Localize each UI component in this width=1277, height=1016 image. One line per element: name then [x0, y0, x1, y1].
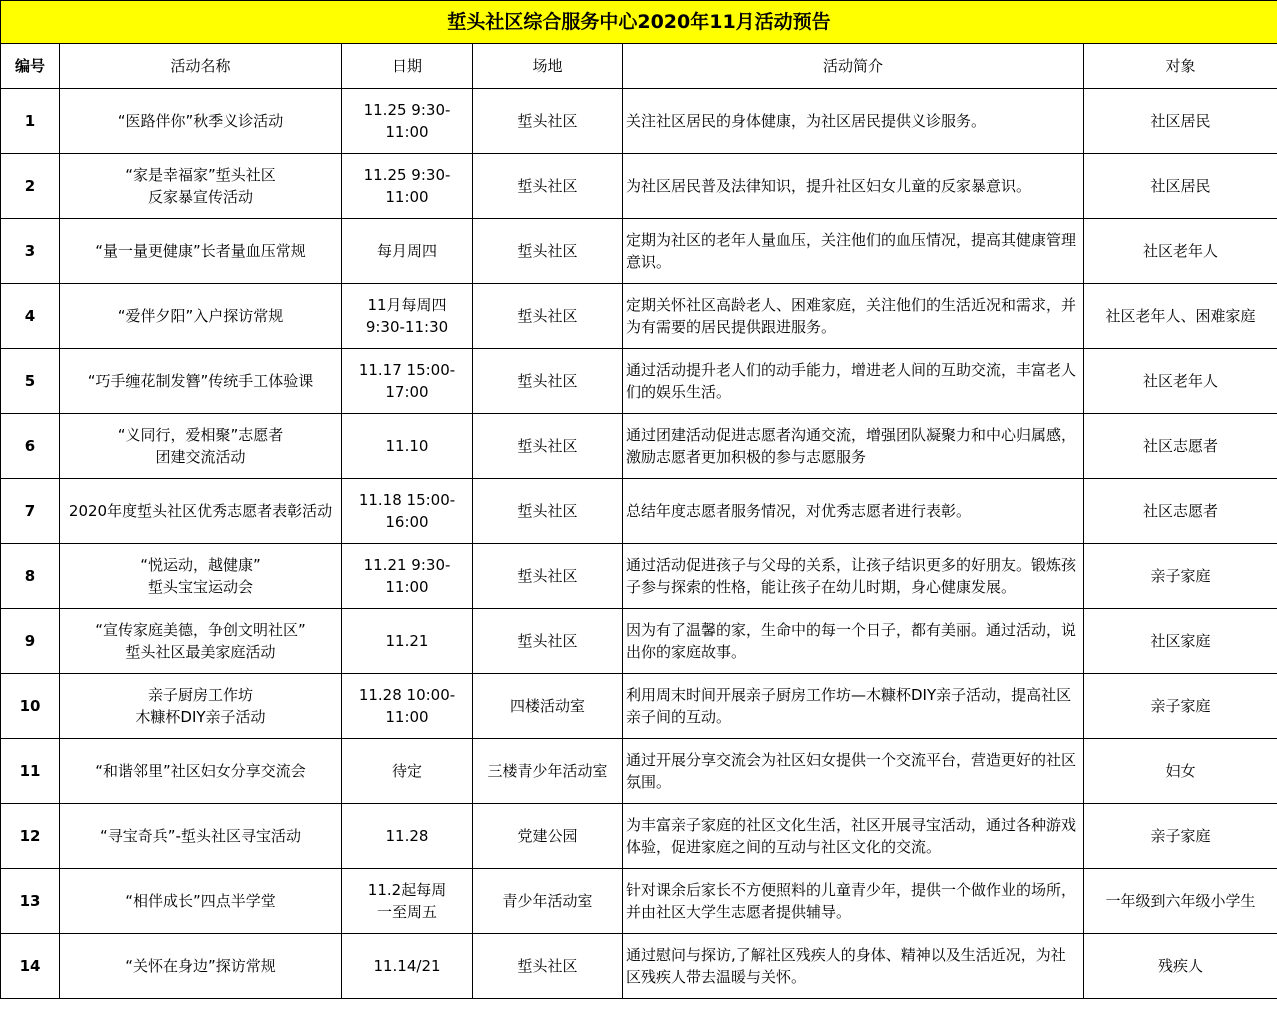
- table-row: [1, 89, 1277, 154]
- table-row: [1, 869, 1277, 934]
- cell-desc: 通过团建活动促进志愿者沟通交流，增强团队凝聚力和中心归属感，激励志愿者更加积极的参与志愿服务: [623, 414, 1084, 479]
- cell-no: 7: [1, 479, 60, 544]
- cell-target: 妇女: [1084, 739, 1277, 804]
- cell-date: 11.17 15:00- 17:00: [342, 349, 473, 414]
- table-row: [1, 544, 1277, 609]
- cell-name: “相伴成长”四点半学堂: [60, 869, 342, 934]
- cell-no: 8: [1, 544, 60, 609]
- cell-venue: 三楼青少年活动室: [473, 739, 623, 804]
- cell-name: 2020年度埑头社区优秀志愿者表彰活动: [60, 479, 342, 544]
- cell-desc: 通过活动提升老人们的动手能力，增进老人间的互助交流，丰富老人们的娱乐生活。: [623, 349, 1084, 414]
- cell-target: 社区老年人: [1084, 219, 1277, 284]
- cell-target: 亲子家庭: [1084, 674, 1277, 739]
- cell-no: 11: [1, 739, 60, 804]
- cell-desc: 关注社区居民的身体健康，为社区居民提供义诊服务。: [623, 89, 1084, 154]
- cell-desc: 针对课余后家长不方便照料的儿童青少年，提供一个做作业的场所，并由社区大学生志愿者提供辅导。: [623, 869, 1084, 934]
- cell-desc: 通过慰问与探访,了解社区残疾人的身体、精神以及生活近况，为社区残疾人带去温暖与关怀。: [623, 934, 1084, 999]
- table-row: [1, 934, 1277, 999]
- cell-date: 11.10: [342, 414, 473, 479]
- cell-no: 3: [1, 219, 60, 284]
- cell-no: 5: [1, 349, 60, 414]
- cell-date: 每月周四: [342, 219, 473, 284]
- cell-target: 残疾人: [1084, 934, 1277, 999]
- cell-desc: 因为有了温馨的家，生命中的每一个日子，都有美丽。通过活动，说出你的家庭故事。: [623, 609, 1084, 674]
- header-date: 日期: [342, 44, 473, 89]
- cell-name: “爱伴夕阳”入户探访常规: [60, 284, 342, 349]
- cell-name: “义同行，爱相聚”志愿者 团建交流活动: [60, 414, 342, 479]
- header-no: 编号: [1, 44, 60, 89]
- cell-no: 9: [1, 609, 60, 674]
- title-row: [1, 1, 1277, 44]
- cell-venue: 埑头社区: [473, 284, 623, 349]
- table-title: 埑头社区综合服务中心2020年11月活动预告: [1, 1, 1277, 44]
- cell-date: 11.14/21: [342, 934, 473, 999]
- cell-name: “巧手缠花制发簪”传统手工体验课: [60, 349, 342, 414]
- cell-desc: 为丰富亲子家庭的社区文化生活，社区开展寻宝活动，通过各种游戏体验，促进家庭之间的互动与社区文化的交流。: [623, 804, 1084, 869]
- cell-no: 4: [1, 284, 60, 349]
- cell-desc: 利用周末时间开展亲子厨房工作坊—木糠杯DIY亲子活动，提高社区亲子间的互动。: [623, 674, 1084, 739]
- cell-date: 11月每周四 9:30-11:30: [342, 284, 473, 349]
- cell-date: 待定: [342, 739, 473, 804]
- header-name: 活动名称: [60, 44, 342, 89]
- cell-venue: 埑头社区: [473, 154, 623, 219]
- cell-desc: 通过活动促进孩子与父母的关系，让孩子结识更多的好朋友。锻炼孩子参与探索的性格，能让孩子在幼儿时期，身心健康发展。: [623, 544, 1084, 609]
- cell-venue: 埑头社区: [473, 609, 623, 674]
- table-row: [1, 804, 1277, 869]
- cell-date: 11.18 15:00- 16:00: [342, 479, 473, 544]
- table-row: [1, 219, 1277, 284]
- cell-date: 11.21: [342, 609, 473, 674]
- cell-target: 社区居民: [1084, 89, 1277, 154]
- cell-no: 10: [1, 674, 60, 739]
- cell-target: 社区志愿者: [1084, 479, 1277, 544]
- cell-date: 11.28 10:00- 11:00: [342, 674, 473, 739]
- cell-name: “宣传家庭美德，争创文明社区” 埑头社区最美家庭活动: [60, 609, 342, 674]
- cell-desc: 为社区居民普及法律知识，提升社区妇女儿童的反家暴意识。: [623, 154, 1084, 219]
- cell-name: “量一量更健康”长者量血压常规: [60, 219, 342, 284]
- cell-no: 13: [1, 869, 60, 934]
- table-row: [1, 609, 1277, 674]
- cell-target: 一年级到六年级小学生: [1084, 869, 1277, 934]
- table-row: [1, 284, 1277, 349]
- table-row: [1, 349, 1277, 414]
- cell-venue: 青少年活动室: [473, 869, 623, 934]
- header-row: [1, 44, 1277, 89]
- cell-venue: 埑头社区: [473, 219, 623, 284]
- table-row: [1, 674, 1277, 739]
- cell-target: 社区居民: [1084, 154, 1277, 219]
- cell-desc: 通过开展分享交流会为社区妇女提供一个交流平台，营造更好的社区氛围。: [623, 739, 1084, 804]
- cell-desc: 总结年度志愿者服务情况，对优秀志愿者进行表彰。: [623, 479, 1084, 544]
- cell-name: “医路伴你”秋季义诊活动: [60, 89, 342, 154]
- cell-venue: 党建公园: [473, 804, 623, 869]
- cell-target: 社区老年人: [1084, 349, 1277, 414]
- cell-desc: 定期为社区的老年人量血压，关注他们的血压情况，提高其健康管理意识。: [623, 219, 1084, 284]
- cell-venue: 四楼活动室: [473, 674, 623, 739]
- cell-name: “悦运动，越健康” 埑头宝宝运动会: [60, 544, 342, 609]
- header-venue: 场地: [473, 44, 623, 89]
- cell-no: 12: [1, 804, 60, 869]
- cell-name: “寻宝奇兵”-埑头社区寻宝活动: [60, 804, 342, 869]
- cell-no: 14: [1, 934, 60, 999]
- cell-venue: 埑头社区: [473, 349, 623, 414]
- cell-no: 1: [1, 89, 60, 154]
- cell-target: 亲子家庭: [1084, 544, 1277, 609]
- table-row: [1, 154, 1277, 219]
- header-target: 对象: [1084, 44, 1277, 89]
- cell-no: 2: [1, 154, 60, 219]
- cell-date: 11.21 9:30-11:00: [342, 544, 473, 609]
- cell-date: 11.25 9:30-11:00: [342, 154, 473, 219]
- cell-venue: 埑头社区: [473, 544, 623, 609]
- cell-name: “家是幸福家”埑头社区 反家暴宣传活动: [60, 154, 342, 219]
- cell-target: 社区家庭: [1084, 609, 1277, 674]
- header-desc: 活动简介: [623, 44, 1084, 89]
- cell-date: 11.25 9:30-11:00: [342, 89, 473, 154]
- cell-venue: 埑头社区: [473, 89, 623, 154]
- cell-name: “关怀在身边”探访常规: [60, 934, 342, 999]
- table-row: [1, 739, 1277, 804]
- cell-venue: 埑头社区: [473, 479, 623, 544]
- cell-no: 6: [1, 414, 60, 479]
- cell-target: 亲子家庭: [1084, 804, 1277, 869]
- cell-venue: 埑头社区: [473, 414, 623, 479]
- cell-name: “和谐邻里”社区妇女分享交流会: [60, 739, 342, 804]
- table-row: [1, 414, 1277, 479]
- cell-target: 社区志愿者: [1084, 414, 1277, 479]
- table-row: [1, 479, 1277, 544]
- cell-venue: 埑头社区: [473, 934, 623, 999]
- cell-name: 亲子厨房工作坊 木糠杯DIY亲子活动: [60, 674, 342, 739]
- cell-target: 社区老年人、困难家庭: [1084, 284, 1277, 349]
- cell-desc: 定期关怀社区高龄老人、困难家庭，关注他们的生活近况和需求，并为有需要的居民提供跟进服务。: [623, 284, 1084, 349]
- cell-date: 11.28: [342, 804, 473, 869]
- cell-date: 11.2起每周 一至周五: [342, 869, 473, 934]
